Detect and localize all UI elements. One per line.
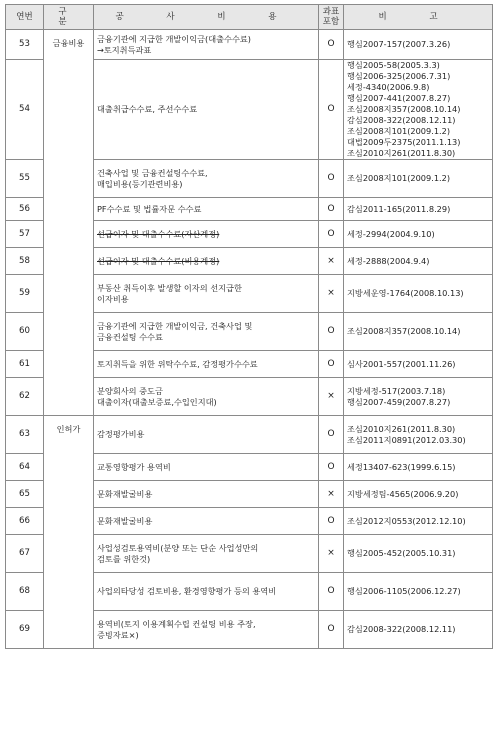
row-cost-item: 금융기관에 지급한 개발이익금(대출수수료) →토지취득과표 [94,30,319,60]
row-included-mark: O [319,313,344,351]
row-number: 63 [6,416,44,454]
row-included-mark: × [319,535,344,573]
row-reference-note: 감심2008-322(2008.12.11) [344,611,493,649]
row-category: 인허가 [44,416,94,649]
row-number: 60 [6,313,44,351]
table-header-row [6,5,493,30]
row-included-mark: O [319,60,344,160]
row-reference-note: 지방세운영-1764(2008.10.13) [344,275,493,313]
table-body [6,30,493,649]
row-number: 54 [6,60,44,160]
row-cost-item: 선급이자 및 대출수수료(자산계정) [94,221,319,248]
row-included-mark: × [319,275,344,313]
header-category: 구 분 [44,5,94,30]
row-reference-note: 행심2005-452(2005.10.31) [344,535,493,573]
row-number: 67 [6,535,44,573]
row-number: 65 [6,481,44,508]
row-reference-note: 세정-2888(2004.9.4) [344,248,493,275]
row-cost-item: 선급이자 및 대출수수료(비용계정) [94,248,319,275]
row-included-mark: O [319,416,344,454]
row-cost-item: 사업의타당성 검토비용, 환경영향평가 등의 용역비 [94,573,319,611]
row-included-mark: O [319,611,344,649]
construction-cost-table [5,4,493,649]
row-reference-note: 조심2012지0553(2012.12.10) [344,508,493,535]
row-reference-note: 지방세정-517(2003.7.18) 행심2007-459(2007.8.27) [344,378,493,416]
row-reference-note: 세정-2994(2004.9.10) [344,221,493,248]
row-included-mark: × [319,378,344,416]
row-cost-item: 건축사업 및 금융컨설팅수수료, 매입비용(등기관련비용) [94,160,319,198]
row-number: 68 [6,573,44,611]
header-note: 비 고 [344,5,493,30]
row-reference-note: 조심2008지101(2009.1.2) [344,160,493,198]
row-cost-item: 분양회사의 중도금 대출이자(대출보증료,수입인지대) [94,378,319,416]
row-included-mark: O [319,573,344,611]
header-cost: 공 사 비 용 [94,5,319,30]
row-number: 59 [6,275,44,313]
row-cost-item: 교통영향평가 용역비 [94,454,319,481]
row-included-mark: O [319,30,344,60]
row-reference-note: 행심2005-58(2005.3.3) 행심2006-325(2006.7.31) 세정-4340(2006.9.8) 행심2007-441(2007.8.27) 조심2008지357(2008.10.14) 감심2008-322(2008.12.11) 조심2008지101(2009.1.2) 대법2009두2375(2011.1.13) 조심2010지261(2011.8.30) [344,60,493,160]
row-number: 57 [6,221,44,248]
row-number: 69 [6,611,44,649]
row-included-mark: × [319,481,344,508]
row-reference-note: 감심2011-165(2011.8.29) [344,198,493,221]
row-included-mark: O [319,160,344,198]
row-number: 55 [6,160,44,198]
row-reference-note: 심사2001-557(2001.11.26) [344,351,493,378]
table-row [6,416,493,454]
row-number: 56 [6,198,44,221]
row-cost-item: 토지취득을 위한 위탁수수료, 감정평가수수료 [94,351,319,378]
row-cost-item: PF수수료 및 법률자문 수수료 [94,198,319,221]
row-number: 61 [6,351,44,378]
row-cost-item: 대출취급수수료, 주선수수료 [94,60,319,160]
row-reference-note: 지방세정팀-4565(2006.9.20) [344,481,493,508]
row-number: 62 [6,378,44,416]
row-included-mark: O [319,351,344,378]
row-included-mark: O [319,221,344,248]
header-included: 과표 포함 [319,5,344,30]
row-included-mark: O [319,198,344,221]
row-reference-note: 행심2007-157(2007.3.26) [344,30,493,60]
row-cost-item: 사업성검토용역비(분양 또는 단순 사업성만의 검토를 위한것) [94,535,319,573]
row-reference-note: 조심2010지261(2011.8.30) 조심2011지0891(2012.03.30) [344,416,493,454]
row-reference-note: 행심2006-1105(2006.12.27) [344,573,493,611]
row-cost-item: 감정평가비용 [94,416,319,454]
row-reference-note: 세정13407-623(1999.6.15) [344,454,493,481]
row-cost-item: 문화재발굴비용 [94,481,319,508]
row-included-mark: O [319,454,344,481]
row-number: 66 [6,508,44,535]
row-cost-item: 문화재발굴비용 [94,508,319,535]
row-reference-note: 조심2008지357(2008.10.14) [344,313,493,351]
row-cost-item: 부동산 취득이후 발생할 이자의 선지급한 이자비용 [94,275,319,313]
row-number: 64 [6,454,44,481]
header-no: 연번 [6,5,44,30]
row-included-mark: × [319,248,344,275]
row-cost-item: 용역비(토지 이용계획수립 컨설팅 비용 주장, 증빙자료×) [94,611,319,649]
row-cost-item: 금융기관에 지급한 개발이익금, 건축사업 및 금융컨설팅 수수료 [94,313,319,351]
row-category: 금융비용 [44,30,94,416]
row-number: 53 [6,30,44,60]
table-row [6,30,493,60]
row-included-mark: O [319,508,344,535]
row-number: 58 [6,248,44,275]
